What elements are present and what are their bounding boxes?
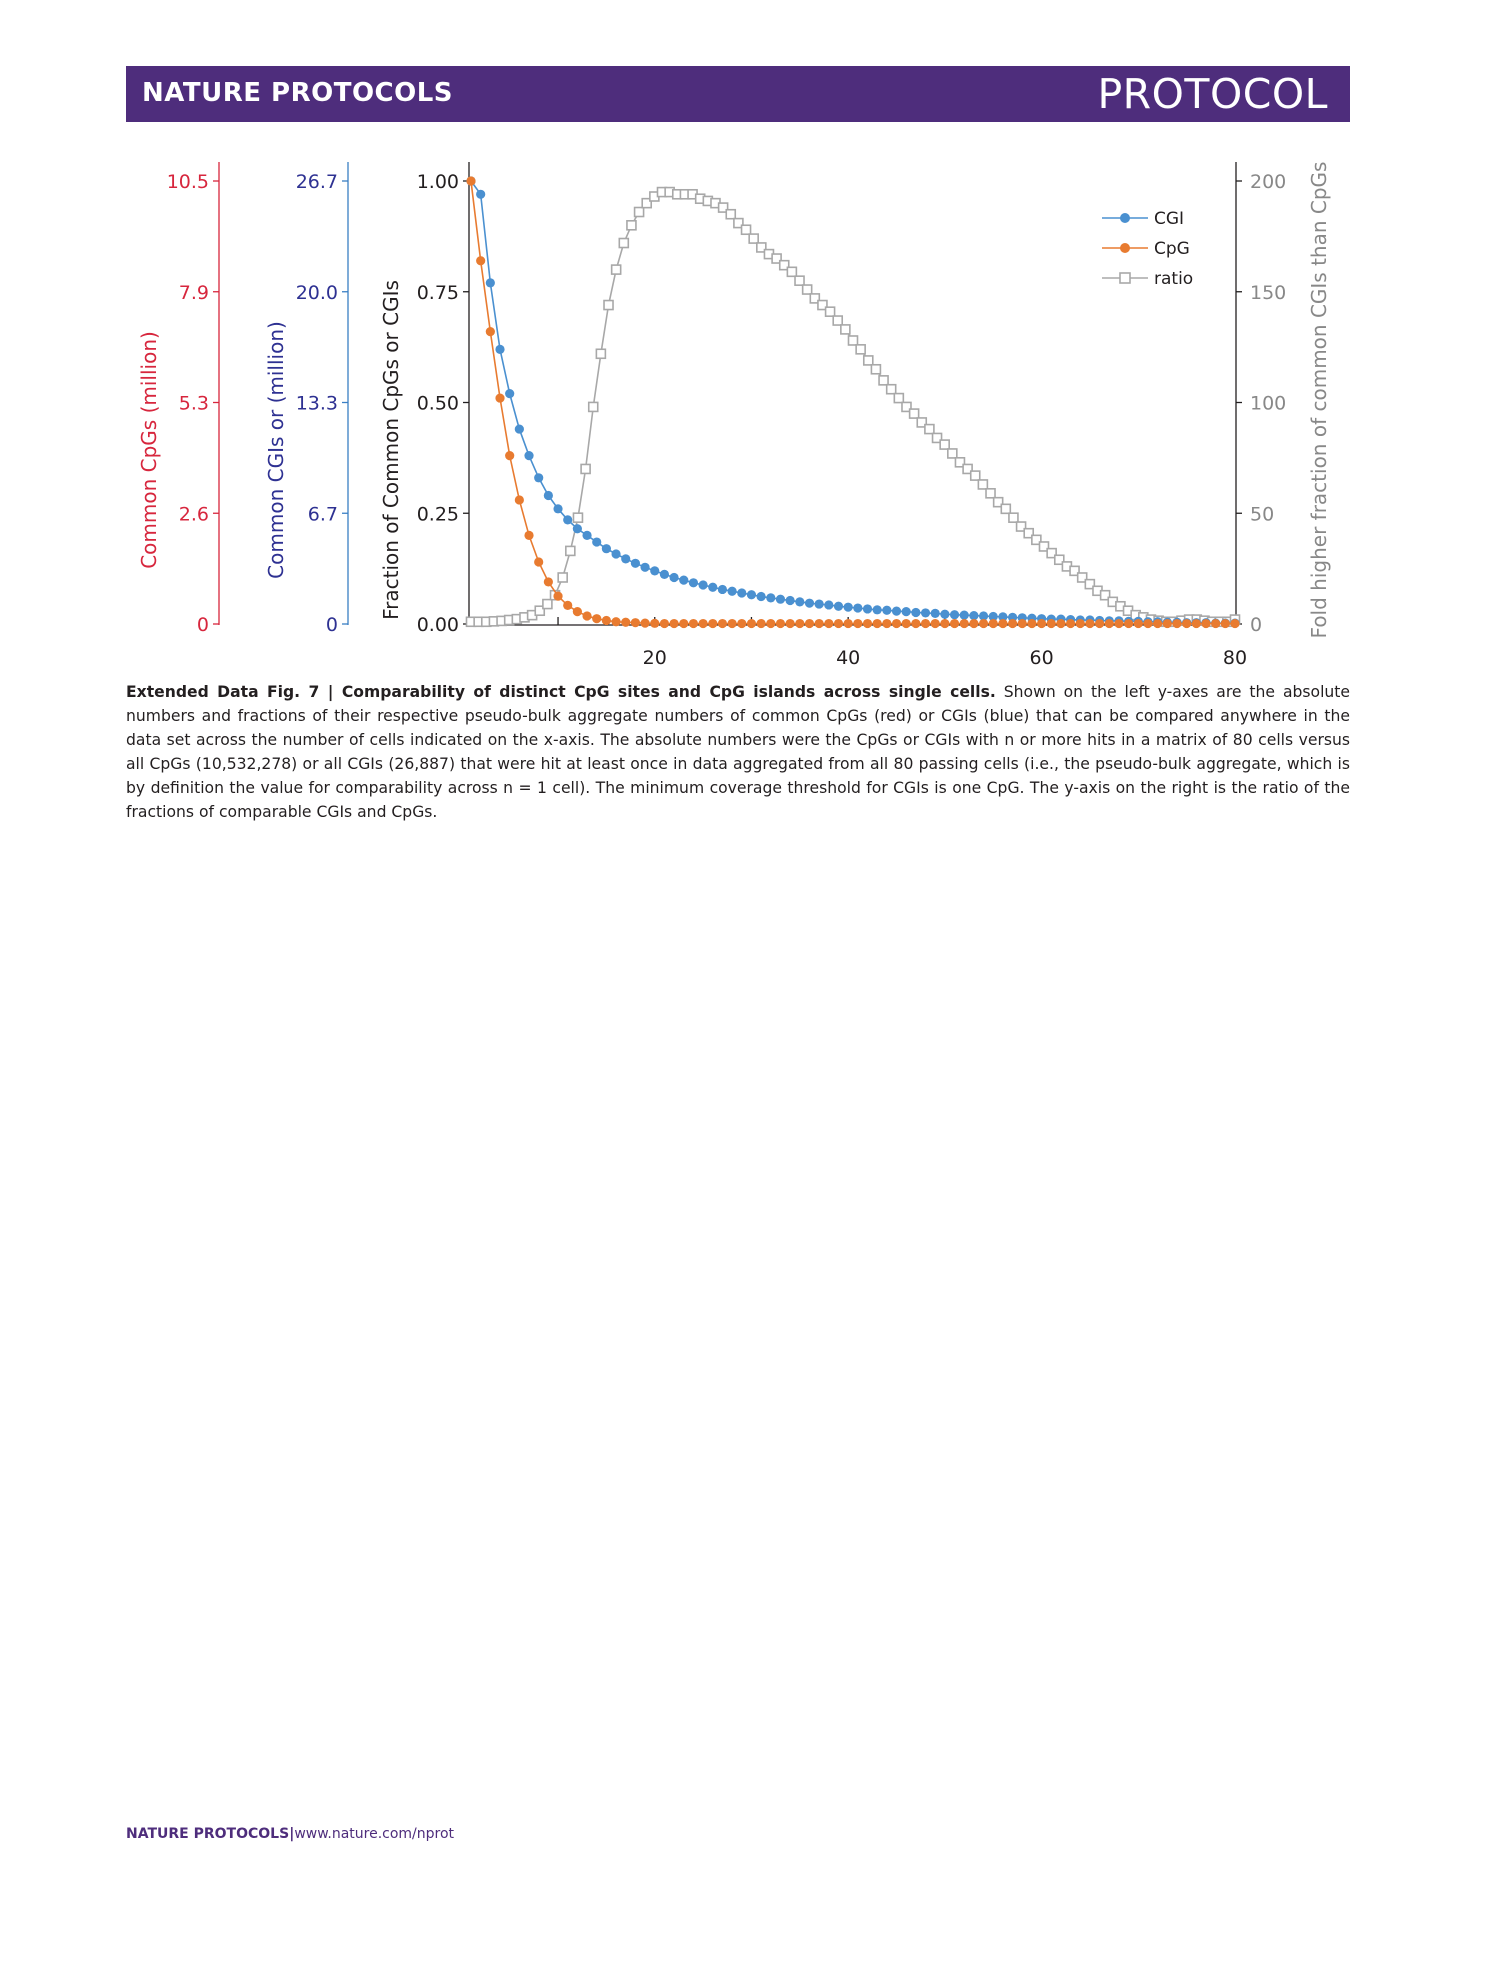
cpg-point <box>1192 619 1201 628</box>
cgi-point <box>669 573 678 582</box>
ratio-point <box>1009 513 1018 522</box>
cpg-point <box>1018 619 1027 628</box>
ratio-point <box>573 513 582 522</box>
cpg-point <box>873 619 882 628</box>
cgi-point <box>592 537 601 546</box>
ratio-point <box>841 325 850 334</box>
cgi-point <box>553 504 562 513</box>
cpg-point <box>650 619 659 628</box>
ratio-point <box>879 376 888 385</box>
ratio-point <box>787 267 796 276</box>
cpg-point <box>786 619 795 628</box>
cgi-point <box>921 608 930 617</box>
cgi-point <box>534 473 543 482</box>
cpg-tick-label: 2.6 <box>178 503 209 526</box>
cpg-point <box>621 618 630 627</box>
fraction-tick-label: 0.50 <box>416 392 459 415</box>
cgi-point <box>776 595 785 604</box>
cgi-point <box>524 451 533 460</box>
section-label: PROTOCOL <box>1097 70 1328 118</box>
cgi-point <box>805 599 814 608</box>
cpg-point <box>660 619 669 628</box>
cpg-point <box>1182 619 1191 628</box>
cpg-point <box>1027 619 1036 628</box>
cpg-point <box>1143 619 1152 628</box>
caption-body: Shown on the left y-axes are the absolute numbers and fractions of their respective pseudo-bulk aggregate numbers of common CpGs (red) or CGIs (blue) that can be compared anywhere in the data set across the number of cells indicated on the x-axis. The absolute numbers were the CpGs or CGIs with n or more hits in a matrix of 80 cells versus all CpGs (10,532,278) or all CGIs (26,887) that were hit at least once in data aggregated from all 80 passing cells (i.e., the pseudo-bulk aggregate, which is by definition the value for comparability across n = 1 cell). The minimum coverage threshold for CGIs is one CpG. The y-axis on the right is the ratio of the fractions of comparable CGIs and CpGs. <box>126 683 1350 821</box>
cgi-point <box>815 599 824 608</box>
cgi-axis-label: Common CGIs or (million) <box>264 321 288 579</box>
ratio-point <box>627 221 636 230</box>
cpg-point <box>1211 619 1220 628</box>
cpg-tick-label: 10.5 <box>166 171 209 193</box>
cpg-point <box>592 614 601 623</box>
cgi-tick-label: 0 <box>325 614 338 636</box>
ratio-point <box>887 385 896 394</box>
cgi-point <box>882 606 891 615</box>
cpg-point <box>766 619 775 628</box>
ratio-point <box>566 546 575 555</box>
ratio-point <box>940 440 949 449</box>
cpg-point <box>679 619 688 628</box>
cpg-point <box>486 327 495 336</box>
cpg-point <box>737 619 746 628</box>
x-tick-label: 80 <box>1222 647 1248 669</box>
cpg-point <box>969 619 978 628</box>
cgi-point <box>582 531 591 540</box>
cpg-point <box>853 619 862 628</box>
cpg-point <box>582 611 591 620</box>
cpg-point <box>1105 619 1114 628</box>
caption-title: Extended Data Fig. 7 | Comparability of distinct CpG sites and CpG islands across single cells. <box>126 683 996 701</box>
ratio-point <box>795 276 804 285</box>
cgi-point <box>757 592 766 601</box>
cpg-point <box>805 619 814 628</box>
cgi-point <box>747 590 756 599</box>
cpg-point <box>631 618 640 627</box>
cpg-point <box>950 619 959 628</box>
cpg-point <box>834 619 843 628</box>
ratio-point <box>1001 504 1010 513</box>
ratio-point <box>749 234 758 243</box>
ratio-tick-label: 0 <box>1250 614 1263 636</box>
cpg-point <box>534 557 543 566</box>
cgi-point <box>786 596 795 605</box>
cgi-point <box>940 610 949 619</box>
ratio-point <box>742 225 751 234</box>
footer-separator: | <box>289 1826 295 1842</box>
x-tick-label: 20 <box>642 647 667 669</box>
cpg-point <box>1230 619 1239 628</box>
cpg-point <box>1066 619 1075 628</box>
ratio-point <box>543 600 552 609</box>
cgi-point <box>611 549 620 558</box>
ratio-point <box>589 402 598 411</box>
footer-url[interactable]: www.nature.com/nprot <box>294 1826 455 1842</box>
legend-ratio-marker <box>1120 273 1130 283</box>
cpg-point <box>1221 619 1230 628</box>
cgi-point <box>834 602 843 611</box>
cpg-point <box>466 176 475 185</box>
cpg-point <box>931 619 940 628</box>
cpg-point <box>747 619 756 628</box>
cpg-point <box>708 619 717 628</box>
ratio-point <box>558 573 567 582</box>
cpg-point <box>1037 619 1046 628</box>
legend-cgi-marker <box>1120 213 1130 223</box>
cpg-point <box>902 619 911 628</box>
journal-header <box>126 66 1350 122</box>
cgi-tick-label: 26.7 <box>295 171 338 193</box>
ratio-point <box>971 471 980 480</box>
figure-caption <box>126 680 1350 824</box>
footer-journal: NATURE PROTOCOLS <box>126 1826 290 1842</box>
cgi-point <box>960 611 969 620</box>
cpg-point <box>1124 619 1133 628</box>
cgi-point <box>515 424 524 433</box>
cpg-point <box>815 619 824 628</box>
cpg-point <box>757 619 766 628</box>
ratio-axis-label: Fold higher fraction of common CGIs than CpGs <box>1307 161 1331 639</box>
cpg-point <box>1047 619 1056 628</box>
cgi-point <box>679 576 688 585</box>
x-tick-label: 60 <box>1029 647 1054 669</box>
fraction-tick-label: 0.25 <box>416 503 459 526</box>
cpg-point <box>1095 619 1104 628</box>
cpg-point <box>553 591 562 600</box>
ratio-point <box>833 316 842 325</box>
cpg-point <box>1201 619 1210 628</box>
ratio-point <box>986 489 995 498</box>
cpg-tick-label: 5.3 <box>178 392 209 415</box>
cgi-point <box>486 278 495 287</box>
cgi-point <box>795 597 804 606</box>
cpg-tick-label: 7.9 <box>178 281 209 304</box>
ratio-point <box>612 265 621 274</box>
cgi-point <box>505 389 514 398</box>
ratio-point <box>871 365 880 374</box>
cpg-point <box>718 619 727 628</box>
cpg-point <box>611 617 620 626</box>
cgi-point <box>844 603 853 612</box>
cpg-point <box>573 607 582 616</box>
ratio-line <box>471 192 1235 622</box>
cpg-point <box>1114 619 1123 628</box>
cgi-tick-label: 13.3 <box>295 392 338 415</box>
cpg-point <box>1134 619 1143 628</box>
cgi-point <box>766 593 775 602</box>
cgi-point <box>602 544 611 553</box>
fraction-tick-label: 0.00 <box>416 614 459 636</box>
journal-name: NATURE PROTOCOLS <box>142 78 454 108</box>
cpg-point <box>1172 619 1181 628</box>
cgi-point <box>689 578 698 587</box>
cpg-point <box>505 451 514 460</box>
ratio-point <box>619 239 628 248</box>
ratio-point <box>604 301 613 310</box>
cpg-point <box>1056 619 1065 628</box>
cpg-point <box>544 577 553 586</box>
ratio-tick-label: 50 <box>1250 503 1275 526</box>
cgi-point <box>824 600 833 609</box>
cpg-point <box>863 619 872 628</box>
cpg-point <box>921 619 930 628</box>
ratio-point <box>596 349 605 358</box>
legend-ratio-label: ratio <box>1154 269 1194 289</box>
cpg-point <box>1076 619 1085 628</box>
ratio-point <box>978 480 987 489</box>
ratio-point <box>864 356 873 365</box>
cgi-point <box>931 609 940 618</box>
cpg-point <box>728 619 737 628</box>
cpg-point <box>979 619 988 628</box>
cpg-point <box>602 616 611 625</box>
comparability-chart <box>126 150 1350 670</box>
x-tick-label: 40 <box>836 647 861 669</box>
cgi-point <box>660 570 669 579</box>
cgi-tick-label: 6.7 <box>307 503 338 526</box>
cgi-point <box>718 585 727 594</box>
cgi-point <box>640 563 649 572</box>
ratio-point <box>826 307 835 316</box>
cpg-point <box>1008 619 1017 628</box>
cpg-point <box>563 601 572 610</box>
cgi-point <box>573 524 582 533</box>
cgi-tick-label: 20.0 <box>295 281 338 304</box>
cpg-point <box>940 619 949 628</box>
cpg-point <box>998 619 1007 628</box>
ratio-point <box>635 208 644 217</box>
cgi-point <box>495 345 504 354</box>
cpg-point <box>689 619 698 628</box>
cpg-point <box>495 393 504 402</box>
cgi-point <box>902 607 911 616</box>
cpg-point <box>989 619 998 628</box>
ratio-point <box>849 336 858 345</box>
legend-cpg-label: CpG <box>1154 239 1190 259</box>
ratio-point <box>581 464 590 473</box>
cgi-point <box>873 605 882 614</box>
ratio-point <box>726 210 735 219</box>
cpg-point <box>1153 619 1162 628</box>
cpg-point <box>1085 619 1094 628</box>
cgi-point <box>476 190 485 199</box>
ratio-tick-label: 200 <box>1250 171 1287 193</box>
cgi-point <box>650 566 659 575</box>
cgi-point <box>737 588 746 597</box>
cgi-point <box>911 608 920 617</box>
cgi-point <box>728 587 737 596</box>
legend-cpg-marker <box>1120 243 1130 253</box>
cgi-point <box>631 559 640 568</box>
cgi-point <box>950 610 959 619</box>
fraction-axis-label: Fraction of Common CpGs or CGIs <box>379 280 403 620</box>
cgi-point <box>969 611 978 620</box>
cpg-point <box>1163 619 1172 628</box>
ratio-point <box>856 345 865 354</box>
cpg-point <box>911 619 920 628</box>
cgi-point <box>708 583 717 592</box>
legend <box>1102 209 1193 289</box>
cgi-point <box>853 603 862 612</box>
fraction-tick-label: 0.75 <box>416 281 459 304</box>
cgi-point <box>863 604 872 613</box>
page-footer <box>126 1826 454 1842</box>
legend-cgi-label: CGI <box>1154 209 1185 229</box>
cgi-point <box>892 607 901 616</box>
cpg-point <box>960 619 969 628</box>
cgi-point <box>544 491 553 500</box>
cgi-point <box>621 554 630 563</box>
ratio-point <box>910 409 919 418</box>
cpg-point <box>640 619 649 628</box>
cpg-point <box>515 495 524 504</box>
ratio-point <box>925 425 934 434</box>
ratio-point <box>803 285 812 294</box>
cpg-axis-label: Common CpGs (million) <box>137 331 161 569</box>
cpg-point <box>699 619 708 628</box>
cgi-point <box>563 515 572 524</box>
cpg-point <box>882 619 891 628</box>
ratio-point <box>948 449 957 458</box>
ratio-tick-label: 100 <box>1250 392 1287 415</box>
cpg-tick-label: 0 <box>196 614 209 636</box>
cpg-point <box>776 619 785 628</box>
cpg-point <box>892 619 901 628</box>
cpg-point <box>824 619 833 628</box>
ratio-point <box>894 394 903 403</box>
cpg-point <box>795 619 804 628</box>
fraction-tick-label: 1.00 <box>416 171 459 193</box>
ratio-tick-label: 150 <box>1250 281 1287 304</box>
cgi-point <box>699 580 708 589</box>
cpg-point <box>476 256 485 265</box>
cpg-point <box>669 619 678 628</box>
cpg-point <box>524 531 533 540</box>
cpg-point <box>844 619 853 628</box>
